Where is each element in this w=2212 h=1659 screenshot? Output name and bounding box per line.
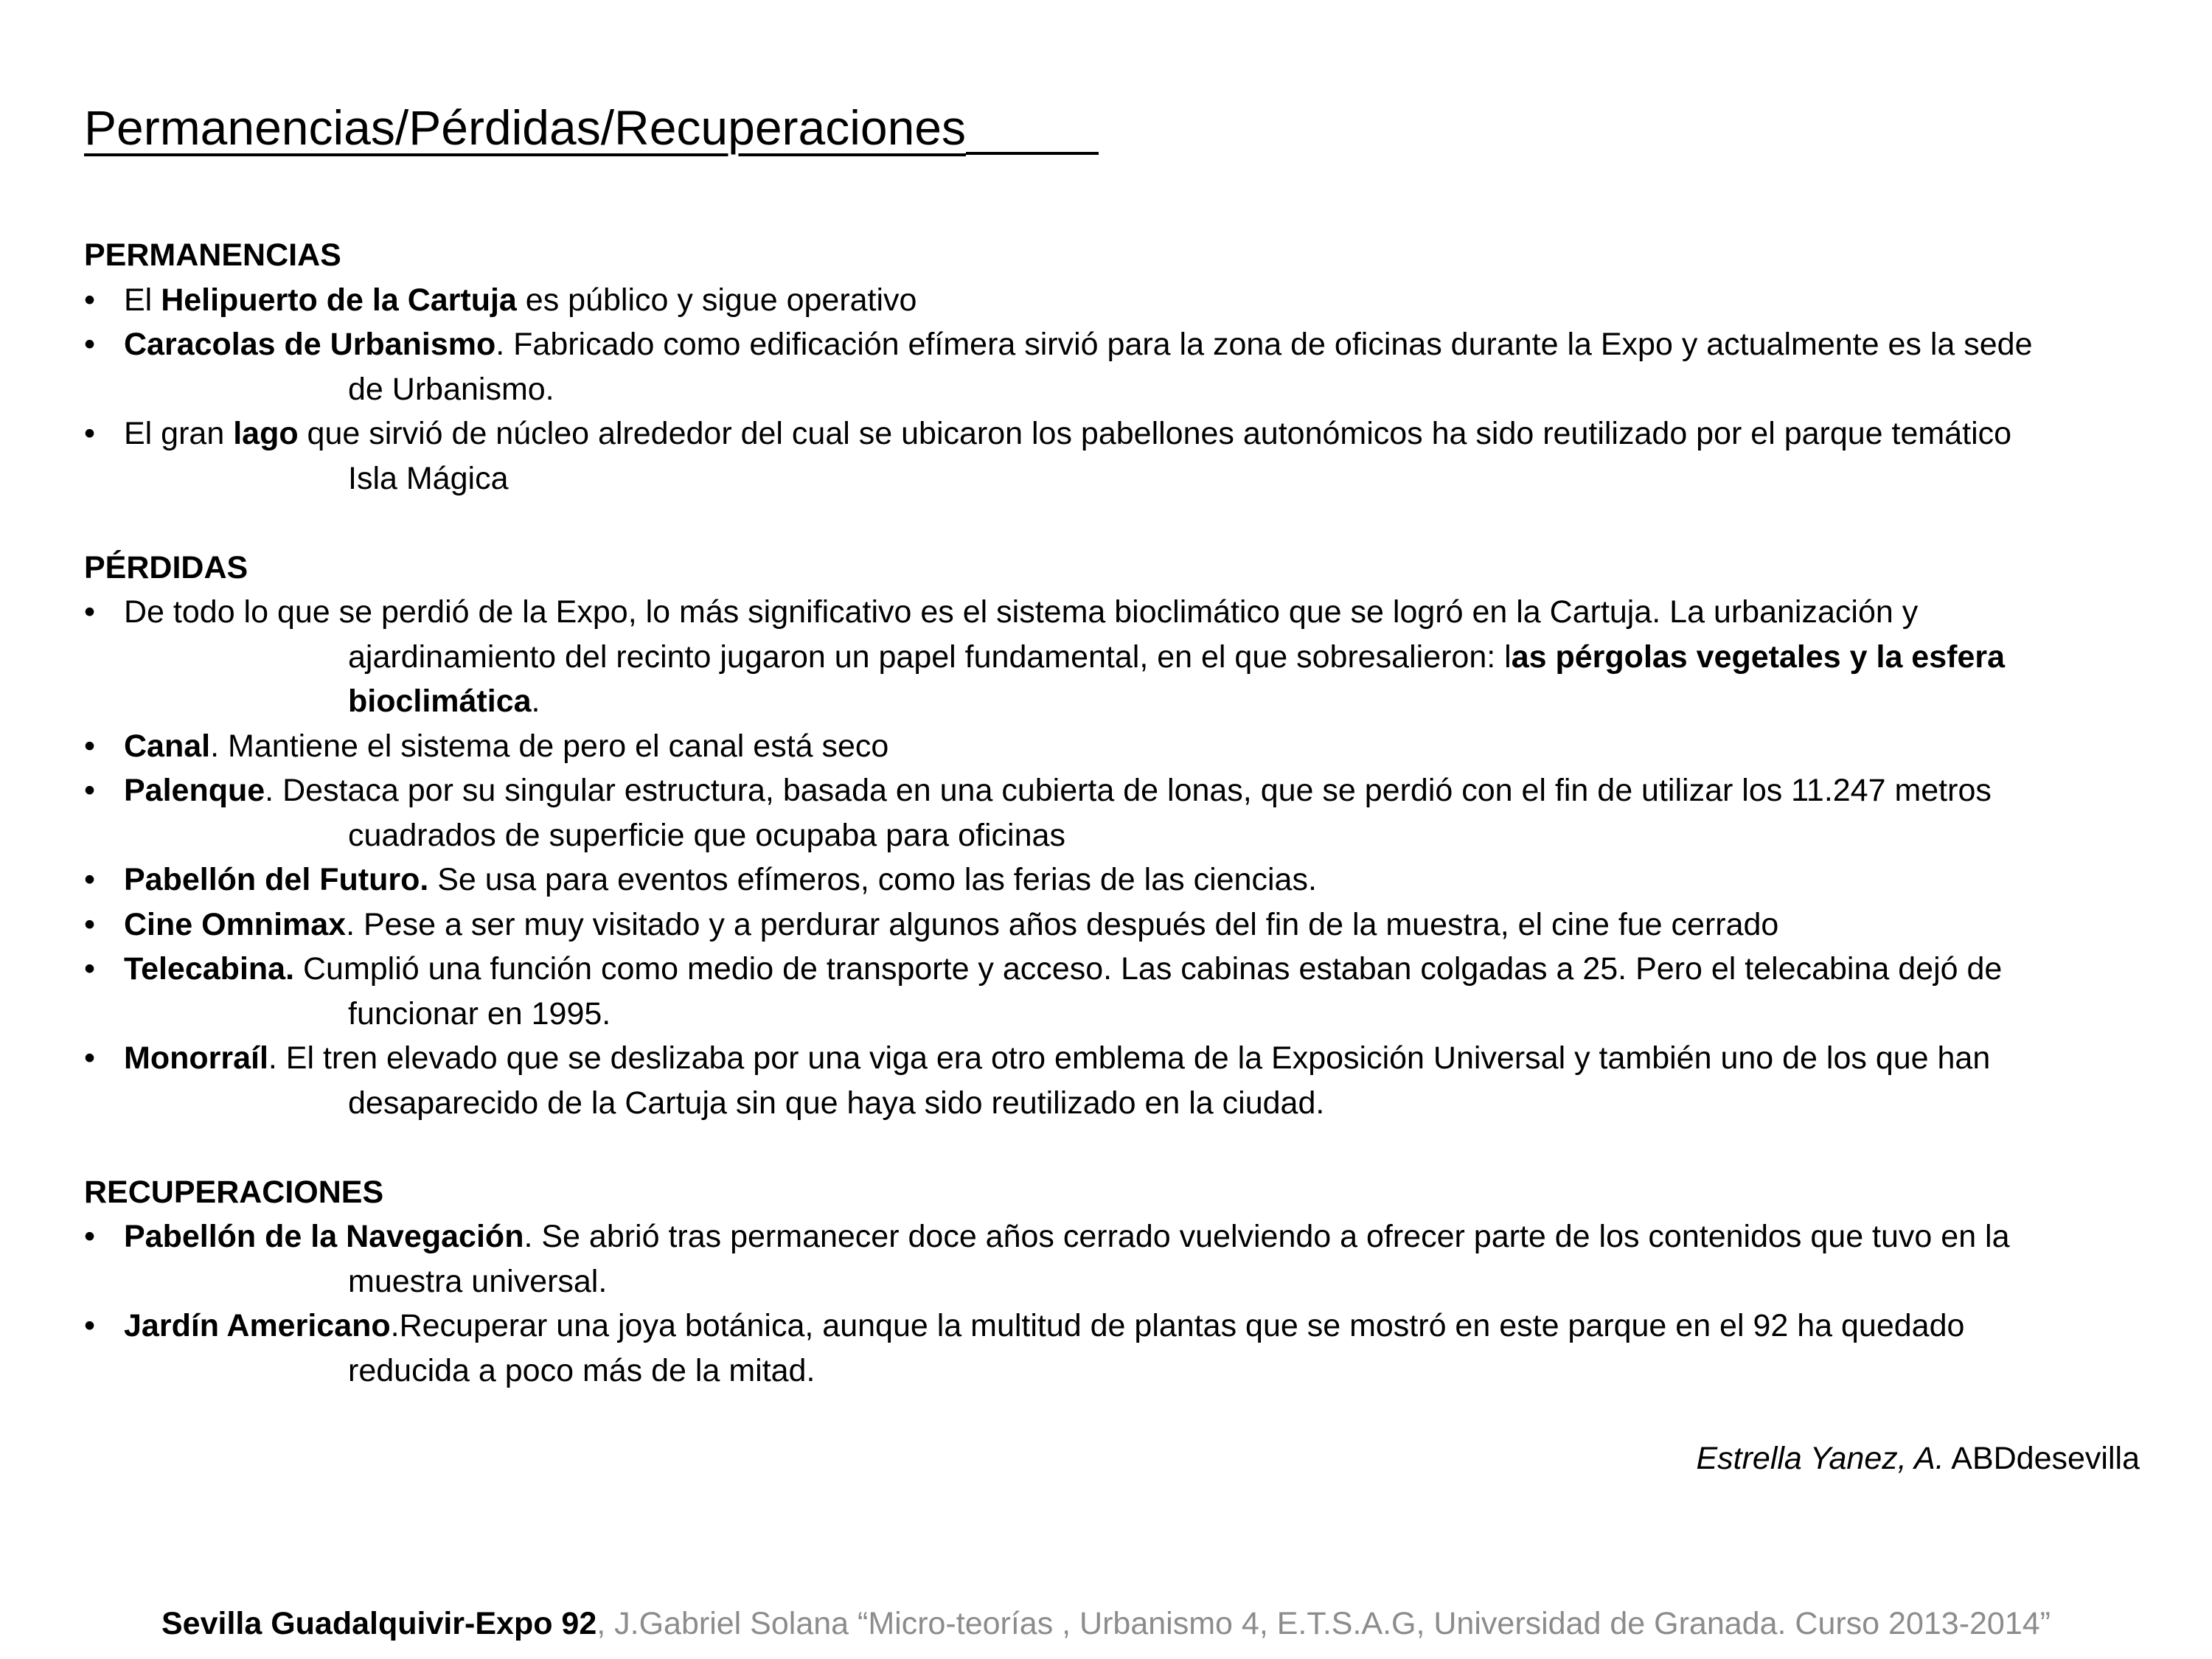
list-item <box>84 902 2171 947</box>
item-text-before: ajardinamiento del recinto jugaron un papel fundamental, en el que sobresalieron: l <box>348 639 1512 675</box>
item-text-after: . Se abrió tras permanecer doce años cerrado vuelviendo a ofrecer parte de los contenidos que tuvo en la <box>524 1219 2010 1254</box>
bullet-icon: • <box>84 594 96 630</box>
item-text-bold: Monorraíl <box>124 1040 268 1076</box>
list-item <box>84 278 2171 323</box>
credit-author: Estrella Yanez, A. <box>1696 1441 1944 1476</box>
item-text-before: De todo lo que se perdió de la Expo, lo más significativo es el sistema bioclimático que se logró en la Cartuja. La urbanización y <box>124 594 1919 630</box>
item-first-line <box>124 1214 2171 1259</box>
bullet-icon: • <box>84 416 96 451</box>
section-spacer <box>84 1125 2171 1170</box>
item-text-bold: Canal <box>124 728 211 764</box>
item-text-bold: bioclimática <box>348 684 532 719</box>
item-text-bold: Palenque <box>124 773 265 808</box>
item-text-before: reducida a poco más de la mitad. <box>348 1352 815 1388</box>
title-underline-extension <box>966 152 1099 155</box>
item-text-bold: Pabellón del Futuro. <box>124 862 429 897</box>
item-text-after: . Pese a ser muy visitado y a perdurar algunos años después del fin de la muestra, el cine fue cerrado <box>346 906 1779 942</box>
bullet-icon: • <box>84 1219 96 1254</box>
item-first-line <box>124 411 2171 456</box>
bullet-icon: • <box>84 327 96 362</box>
bullet-list <box>84 590 2171 1125</box>
item-continuation-line <box>124 1081 2171 1126</box>
list-item <box>84 768 2171 858</box>
item-text-before: desaparecido de la Cartuja sin que haya sido reutilizado en la ciudad. <box>348 1085 1325 1121</box>
item-continuation-line <box>124 456 2171 501</box>
list-item <box>84 1036 2171 1125</box>
item-text-bold: Caracolas de Urbanismo <box>124 327 496 362</box>
list-item <box>84 322 2171 411</box>
section-heading: PÉRDIDAS <box>84 549 248 585</box>
section-spacer <box>84 501 2171 546</box>
page-title <box>84 94 1099 161</box>
item-text-bold: Telecabina. <box>124 951 295 987</box>
item-continuation-line <box>124 635 2171 680</box>
item-text-after: Cumplió una función como medio de transporte y acceso. Las cabinas estaban colgadas a 25. Pero el telecabina dejó de <box>294 951 2003 987</box>
item-continuation-line <box>124 1349 2171 1394</box>
list-item <box>84 411 2171 501</box>
item-text-after: Se usa para eventos efímeros, como las ferias de las ciencias. <box>428 862 1317 897</box>
bullet-icon: • <box>84 773 96 808</box>
bullet-list <box>84 278 2171 501</box>
item-first-line <box>124 858 2171 902</box>
item-text-bold: Helipuerto de la Cartuja <box>161 282 517 318</box>
item-first-line <box>124 278 2171 323</box>
source-credit <box>1696 1436 2140 1481</box>
bullet-icon: • <box>84 951 96 987</box>
item-text-before: muestra universal. <box>348 1263 608 1299</box>
list-item <box>84 858 2171 902</box>
item-text-before: El <box>124 282 161 318</box>
item-first-line <box>124 768 2171 813</box>
item-text-after: es público y sigue operativo <box>516 282 917 318</box>
list-item <box>84 1214 2171 1304</box>
item-text-after: . Mantiene el sistema de pero el canal está seco <box>210 728 889 764</box>
slide-footer <box>0 1601 2212 1646</box>
item-text-bold: Cine Omnimax <box>124 906 347 942</box>
item-first-line <box>124 590 2171 635</box>
item-first-line <box>124 902 2171 947</box>
item-text-after: . El tren elevado que se deslizaba por una viga era otro emblema de la Exposición Universal y también uno de los que han <box>268 1040 1991 1076</box>
item-text-before: de Urbanismo. <box>348 371 554 407</box>
item-text-before: El gran <box>124 416 234 451</box>
bullet-icon: • <box>84 906 96 942</box>
item-text-before: cuadrados de superficie que ocupaba para oficinas <box>348 817 1065 853</box>
item-first-line <box>124 1304 2171 1349</box>
section-recuperaciones <box>84 1170 2171 1394</box>
item-continuation-line <box>124 679 2171 724</box>
item-text-after: . Fabricado como edificación efímera sirvió para la zona de oficinas durante la Expo y actualmente es la sede <box>495 327 2033 362</box>
item-text-before: funcionar en 1995. <box>348 995 611 1032</box>
bullet-icon: • <box>84 282 96 318</box>
item-text-after: que sirvió de núcleo alrededor del cual se ubicaron los pabellones autonómicos ha sido reutilizado por el parque temático <box>298 416 2012 451</box>
section-heading: PERMANENCIAS <box>84 237 341 273</box>
item-text-bold: as pérgolas vegetales y la esfera <box>1511 639 2006 675</box>
item-continuation-line <box>124 1259 2171 1304</box>
page-title-text: Permanencias/Pérdidas/Recuperaciones <box>84 100 966 155</box>
section-perdidas <box>84 546 2171 1126</box>
credit-source: ABDdesevilla <box>1944 1441 2140 1476</box>
list-item <box>84 590 2171 724</box>
item-text-before: Isla Mágica <box>348 460 509 496</box>
item-first-line <box>124 322 2171 367</box>
item-text-after: . <box>531 684 540 719</box>
item-continuation-line <box>124 992 2171 1037</box>
bullet-icon: • <box>84 1308 96 1343</box>
item-first-line <box>124 724 2171 769</box>
item-text-after: . Destaca por su singular estructura, basada en una cubierta de lonas, que se perdió con el fin de utilizar los 11.247 metros <box>265 773 1992 808</box>
list-item <box>84 947 2171 1036</box>
footer-attribution: , J.Gabriel Solana “Micro-teorías , Urbanismo 4, E.T.S.A.G, Universidad de Granada. Curso 2013-2014” <box>597 1606 2051 1641</box>
bullet-icon: • <box>84 862 96 897</box>
bullet-icon: • <box>84 1040 96 1076</box>
bullet-icon: • <box>84 728 96 764</box>
section-permanencias <box>84 233 2171 501</box>
item-first-line <box>124 947 2171 992</box>
bullet-list <box>84 1214 2171 1393</box>
item-text-bold: Pabellón de la Navegación <box>124 1219 524 1254</box>
section-heading: RECUPERACIONES <box>84 1174 384 1210</box>
item-text-bold: lago <box>233 416 299 451</box>
item-continuation-line <box>124 367 2171 412</box>
item-first-line <box>124 1036 2171 1081</box>
item-continuation-line <box>124 813 2171 858</box>
list-item <box>84 724 2171 769</box>
content-body <box>84 233 2171 1393</box>
footer-title: Sevilla Guadalquivir-Expo 92 <box>161 1606 597 1641</box>
item-text-after: .Recuperar una joya botánica, aunque la multitud de plantas que se mostró en este parque en el 92 ha quedado <box>390 1308 1965 1343</box>
item-text-bold: Jardín Americano <box>124 1308 391 1343</box>
list-item <box>84 1304 2171 1393</box>
